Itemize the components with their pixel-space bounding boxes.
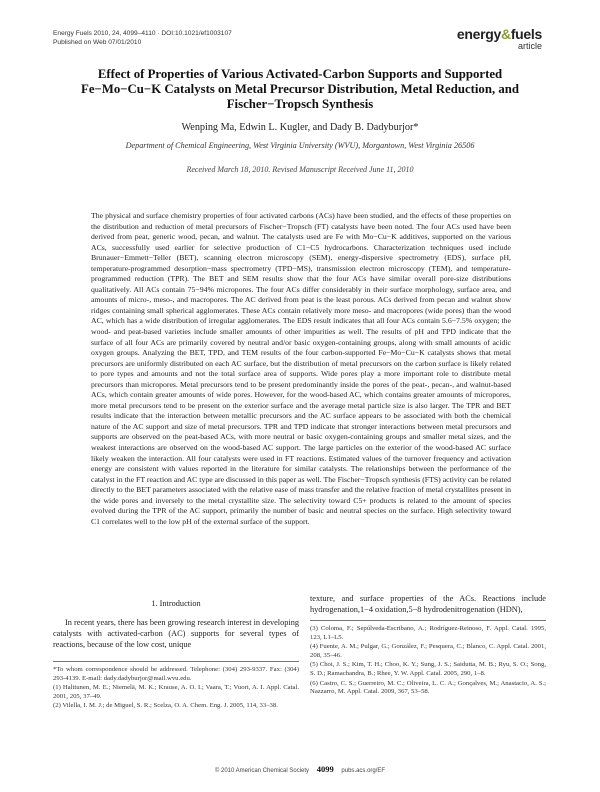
footnote: (4) Fuente, A. M.; Pulgar, G.; González, F.; Pesquera, C.; Blanco, C. Appl. Catal. 2001, 208, 35–46. (310, 643, 546, 659)
footnote: (2) Vilella, I. M. J.; de Miguel, S. R.; Scelza, O. A. Chem. Eng. J. 2005, 114, 33–38. (53, 702, 278, 710)
right-column (310, 593, 546, 698)
journal-header (53, 29, 232, 47)
logo-subtitle: article (517, 41, 542, 51)
copyright: © 2010 American Chemical Society (214, 768, 310, 774)
received-dates: Received March 18, 2010. Revised Manuscript Received June 11, 2010 (186, 165, 414, 174)
affiliation: Department of Chemical Engineering, West Virginia University (WVU), Morgantown, West Virginia 26506 (125, 141, 475, 150)
abstract: The physical and surface chemistry properties of four activated carbons (ACs) have been studied, and the effects of these properties on the distribution and reduction of metal precursors of Fischer−Tropsch (FT) catalysts have been noted. The four ACs used have been derived from peat, generic wood, pecan, and walnut. The catalysts used are Fe with Mo−Cu−K additives, supported on the various ACs, successfully used earlier for selective production of C1−C5 hydrocarbons. Characterization techniques used include Brunauer−Emmett−Teller (BET), scanning electron microscopy (SEM), energy-dispersive spectrometry (EDS), surface pH, temperature-programmed desorption−mass spectrometry (TPD−MS), transmission electron microscopy (TEM), and temperature-programmed reduction (TPR). The BET and SEM results show that the four ACs have similar overall pore-size distributions qualitatively. All ACs contain 75−94% micropores. The four ACs differ considerably in their surface morphology, surface area, and amounts of micro-, meso-, and macropores. The AC derived from peat is the least porous. ACs derived from pecan and walnut show ridges containing small spherical agglomerates. These ACs contain relatively more meso- and macropores (wide pores) than the wood AC, which has a wide distribution of irregular agglomerates. The EDS result indicates that all four ACs contain 5.6−7.5% oxygen; the wood- and peat-based varieties include smaller amounts of other impurities as well. The results of pH and TPD indicate that the surface of all four ACs are primarily covered by neutral and/or basic oxygen-containing groups, along with small amounts of acidic oxygen groups. Analyzing the BET, TPD, and TEM results of the four carbon-supported Fe−Mo−Cu−K catalysts shows that metal precursors are uniformly distributed on each AC surface, but the distribution of metal precursors on the carbon surface is likely related to pore types and amounts and not the total surface area of supports. Wide pores play a more important role to distribute metal precursors than micropores. Metal precursors tend to be present predominantly inside the pores of the peat-, pecan-, and walnut-based ACs, which contain greater amounts of wide pores. However, for the wood-based AC, which contains greater amounts of micropores, more metal precursors tend to be present on the exterior surface and the average metal particle size is also larger. The TPR and BET results indicate that the interaction between metallic precursors and the AC surface appears to be associated with both the chemical nature of the AC support and size of metal precursors. TPR and TPD indicate that stronger interactions between metal precursors and supports are observed on the peat-based ACs, with more neutral or basic oxygen-containing groups and smaller metal sizes, and the weakest interactions are observed on the wood-based AC support. The large particles on the exterior of the wood-based AC surface likely weaken the interaction. All four catalysts were used in FT reactions. Estimated values of the turnover frequency and activation energy are consistent with values reported in the literature for similar catalysts. The relationships between the performance of the catalyst in the FT reaction and AC type are discussed in this paper as well. The Fischer−Tropsch synthesis (FTS) activity can be related directly to the BET parameters associated with the relative ease of mass transfer and the relative fraction of metal crystallites present in the wide pores and inversely to the metal crystallite size. The selectivity toward C5+ products is related to the amount of species evolved during the TPR of the AC support, primarily the number of basic and neutral species on the surface. High selectivity toward C1 correlates well to the low pH of the external surface of the support. (91, 211, 511, 526)
citation-line: Energy Fuels 2010, 24, 4099–4110 · DOI:10.1021/ef1003107 (53, 30, 232, 37)
intro-paragraph-left: In recent years, there has been growing research interest in developing catalysts with activated-carbon (AC) supports for several types of reactions, because of the low cost, unique (53, 618, 299, 649)
published-line: Published on Web 07/01/2010 (53, 39, 142, 46)
section-heading: 1. Introduction (151, 599, 201, 608)
footnote: (1) Halttunen, M. E.; Niemelä, M. K.; Krause, A. O. I.; Vaara, T.; Vuori, A. I. Appl. Catal. 2001, 205, 37–49. (53, 684, 299, 700)
journal-site: pubs.acs.org/EF (341, 768, 386, 774)
footnote: (5) Choi, J. S.; Kim, T. H.; Choo, K. Y.; Sung, J. S.; Saidutta, M. B.; Ryu, S. O.; Song, S. D.; Ramachandra, B.; Rhee, Y. W. Appl. Catal. 2005, 290, 1–8. (310, 661, 546, 677)
intro-paragraph-right: texture, and surface properties of the ACs. Reactions include hydrogenation,1−4 oxidation,5−8 hydrodenitrogenation (HDN), (310, 594, 546, 614)
journal-logo (457, 26, 542, 51)
footnote: (6) Castro, C. S.; Guerreiro, M. C.; Oliveira, L. C. A.; Gonçalves, M.; Anastacio, A. S.; Nazzarro, M. Appl. Catal. 2009, 367, 53–58. (310, 679, 546, 696)
article-title: Effect of Properties of Various Activated-Carbon Supports and Supported Fe−Mo−Cu−K Catalysts on Metal Precursor Distribution, Metal Reduction, and Fischer−Tropsch Synthesis (81, 67, 519, 111)
footnote: *To whom correspondence should be addressed. Telephone: (304) 293-9337. Fax: (304) 293-4139. E-mail: dady.dadyburjor@mail.wvu.edu. (53, 666, 299, 682)
footnote-divider (53, 661, 299, 662)
logo-name: energy&fuels (456, 26, 542, 42)
author-list: Wenping Ma, Edwin L. Kugler, and Dady B. Dadyburjor* (181, 122, 419, 133)
page-footer (0, 764, 600, 774)
left-column (53, 598, 299, 712)
page-number: 4099 (316, 764, 334, 774)
footnote: (3) Coloma, F.; Sepúlveda-Escribano, A.; Rodríguez-Reinoso, F. Appl. Catal. 1995, 123, L1–L5. (310, 625, 546, 641)
footnote-divider (310, 620, 546, 621)
